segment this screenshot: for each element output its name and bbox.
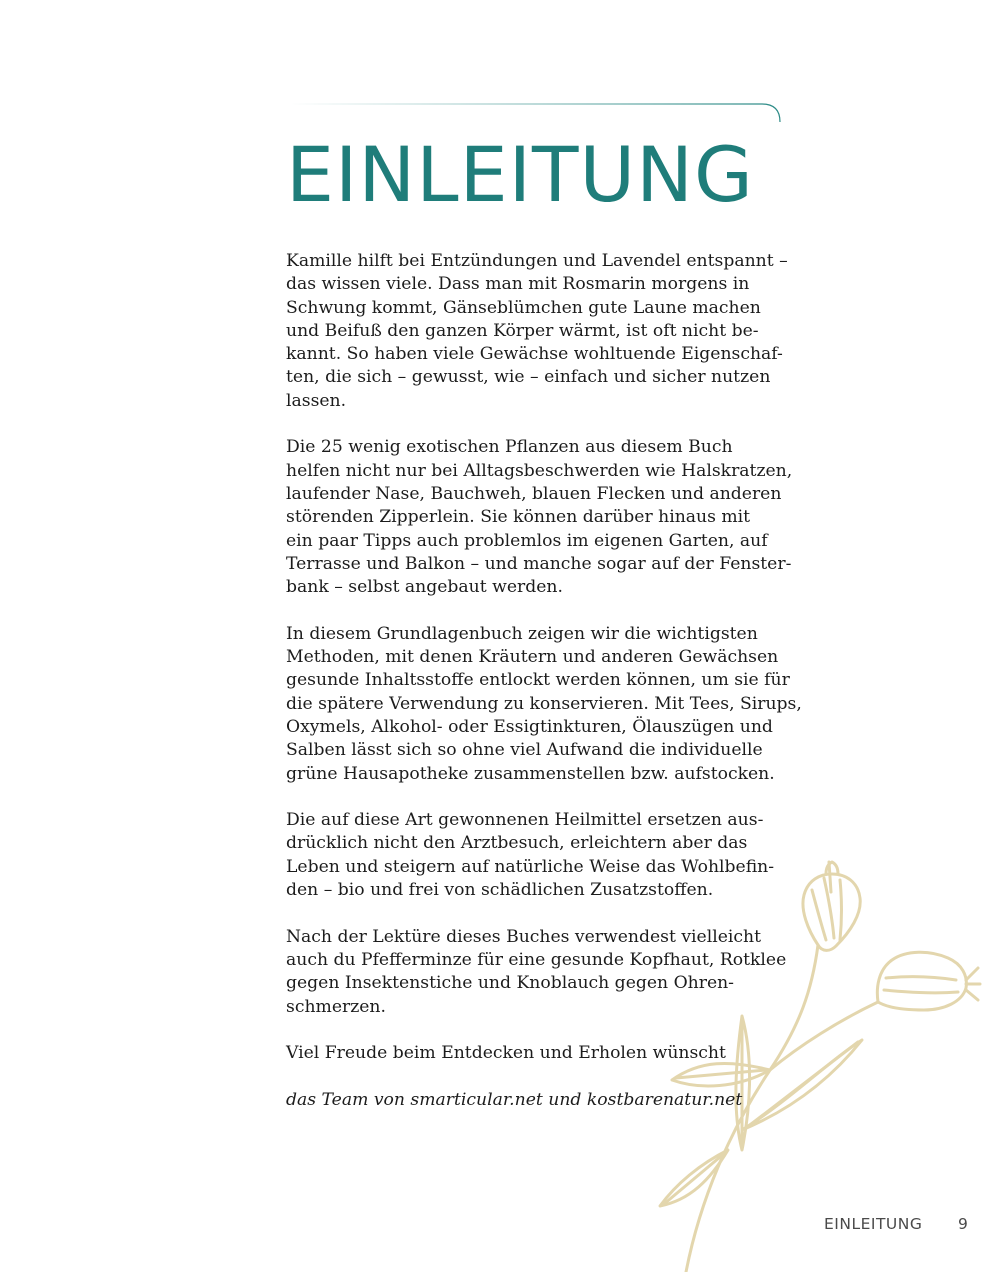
text-line: grüne Hausapotheke zusammenstellen bzw. aufstocken. — [286, 763, 775, 784]
text-line: ten, die sich – gewusst, wie – einfach und sicher nutzen — [286, 367, 771, 388]
text-line: drücklich nicht den Arztbesuch, erleichtern aber das — [286, 833, 748, 854]
text-line: lassen. — [286, 390, 347, 411]
paragraph-4 — [286, 809, 775, 902]
paragraph-2 — [286, 436, 793, 599]
signature — [286, 1089, 766, 1112]
text-line: helfen nicht nur bei Alltagsbeschwerden wie Halskratzen, — [286, 460, 793, 481]
running-footer-section: EINLEITUNG — [824, 1215, 923, 1233]
text-line: Terrasse und Balkon – und manche sogar auf der Fenster- — [286, 553, 792, 574]
text-line: das wissen viele. Dass man mit Rosmarin morgens in — [286, 274, 750, 295]
paragraph-5 — [286, 926, 787, 1019]
text-line: störenden Zipperlein. Sie können darüber hinaus mit — [286, 507, 751, 528]
paragraph-3 — [286, 623, 802, 786]
text-line: und Beifuß den ganzen Körper wärmt, ist oft nicht be- — [286, 320, 759, 341]
text-line: Methoden, mit denen Kräutern und anderen Gewächsen — [286, 647, 779, 668]
text-line: Die auf diese Art gewonnenen Heilmittel ersetzen aus- — [286, 810, 764, 831]
text-line: auch du Pfefferminze für eine gesunde Kopfhaut, Rotklee — [286, 949, 787, 970]
text-line: den – bio und frei von schädlichen Zusatzstoffen. — [286, 880, 714, 901]
text-line: laufender Nase, Bauchweh, blauen Flecken und anderen — [286, 483, 782, 504]
text-line: Viel Freude beim Entdecken und Erholen wünscht — [286, 1043, 726, 1064]
text-line: Oxymels, Alkohol- oder Essigtinkturen, Ölauszügen und — [286, 716, 773, 737]
text-line: Schwung kommt, Gänseblümchen gute Laune machen — [286, 297, 761, 318]
signature-line: das Team von smarticular.net und kostbarenatur.net — [286, 1089, 743, 1110]
text-line: ein paar Tipps auch problemlos im eigenen Garten, auf — [286, 530, 768, 551]
text-line: Nach der Lektüre dieses Buches verwendest vielleicht — [286, 926, 761, 947]
text-line: schmerzen. — [286, 996, 386, 1017]
page-number: 9 — [958, 1215, 968, 1233]
text-line: gesunde Inhaltsstoffe entlockt werden können, um sie für — [286, 670, 790, 691]
text-line: Leben und steigern auf natürliche Weise das Wohlbefin- — [286, 856, 775, 877]
text-line: die spätere Verwendung zu konservieren. Mit Tees, Sirups, — [286, 693, 802, 714]
text-line: kannt. So haben viele Gewächse wohltuende Eigenschaf- — [286, 344, 783, 365]
text-line: gegen Insektenstiche und Knoblauch gegen Ohren- — [286, 973, 734, 994]
text-line: In diesem Grundlagenbuch zeigen wir die wichtigsten — [286, 623, 758, 644]
text-line: Die 25 wenig exotischen Pflanzen aus diesem Buch — [286, 437, 733, 458]
paragraph-1 — [286, 250, 788, 413]
paragraph-closing — [286, 1042, 766, 1065]
page-title: EINLEITUNG — [286, 130, 754, 219]
text-line: Salben lässt sich so ohne viel Aufwand die individuelle — [286, 740, 763, 761]
text-line: bank – selbst angebaut werden. — [286, 577, 563, 598]
text-line: Kamille hilft bei Entzündungen und Lavendel entspannt – — [286, 251, 788, 271]
body-text — [286, 250, 802, 1135]
